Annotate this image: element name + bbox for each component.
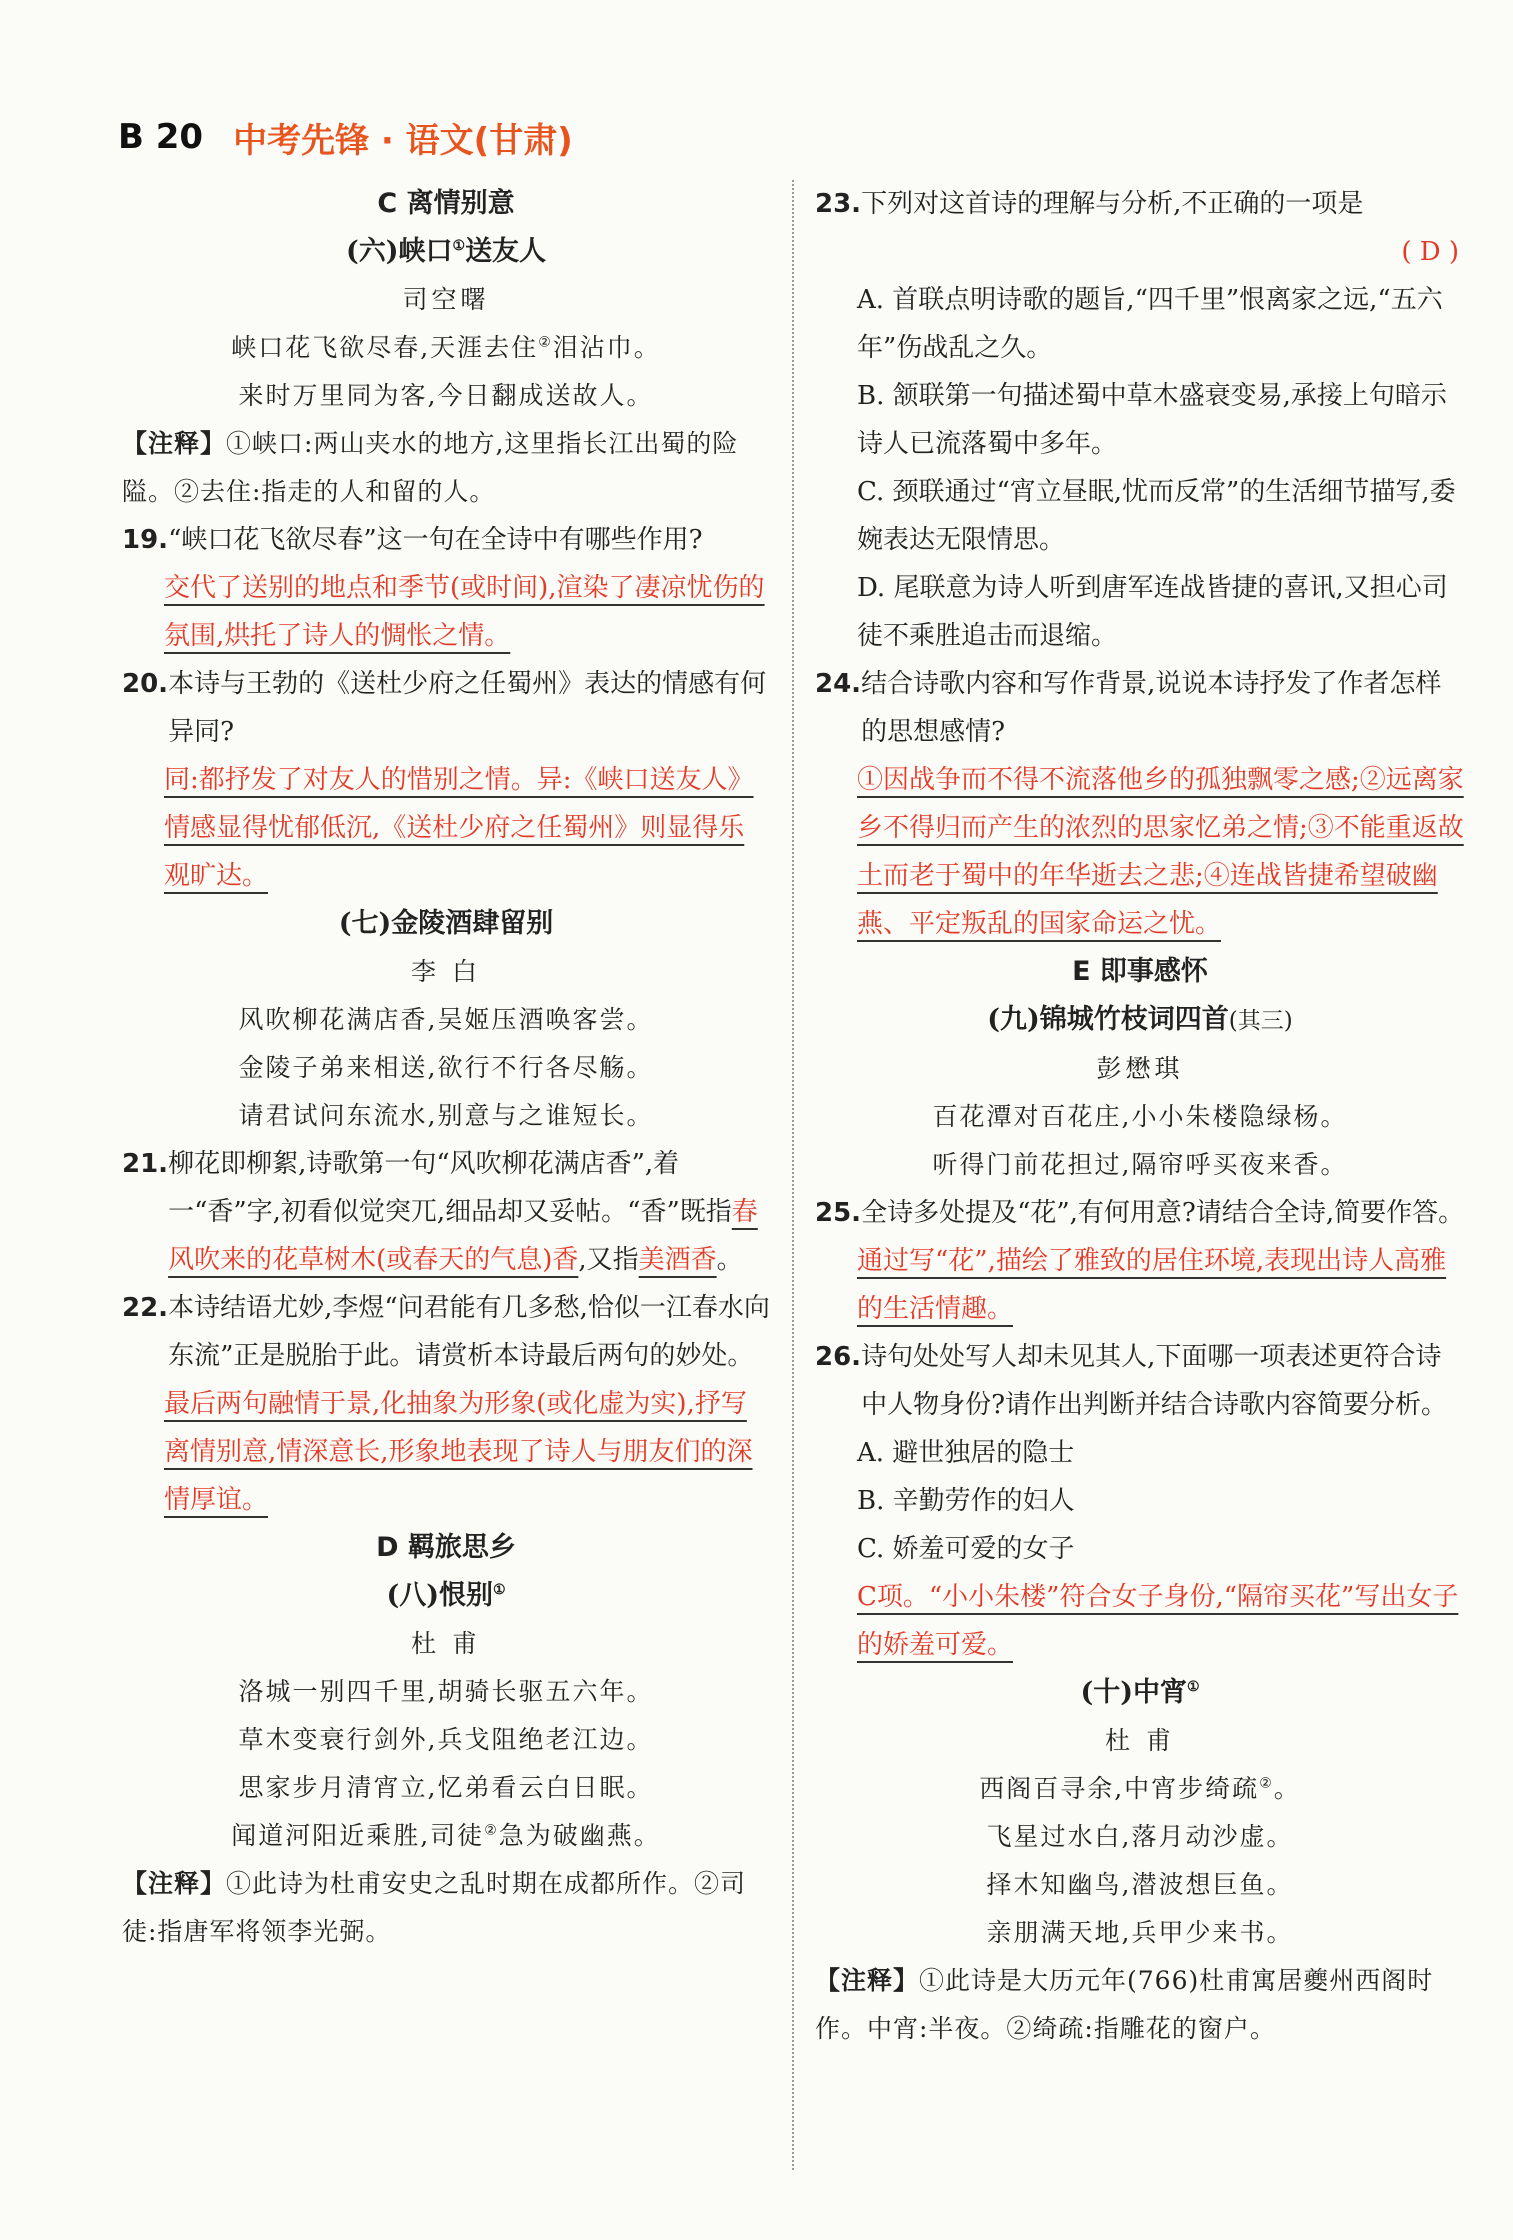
poem-9-line: 百花潭对百花庄,小小朱楼隐绿杨。 — [932, 1102, 1348, 1131]
question-24: 24. 结合诗歌内容和写作背景,说说本诗抒发了作者怎样的思想感情? — [815, 669, 1442, 747]
question-25: 25. 全诗多处提及“花”,有何用意?请结合全诗,简要作答。 — [815, 1198, 1465, 1228]
question-26: 26. 诗句处处写人却未见其人,下面哪一项表述更符合诗中人物身份?请作出判断并结合诗歌内容简要分析。 — [815, 1342, 1448, 1420]
poem-7-line: 金陵子弟来相送,欲行不行各尽觞。 — [238, 1053, 654, 1082]
poem-6-line: 来时万里同为客,今日翻成送故人。 — [238, 381, 654, 410]
poem-6-line: 峡口花飞欲尽春,天涯去住②泪沾巾。 — [231, 333, 661, 362]
question-22: 22. 本诗结语尤妙,李煜“问君能有几多愁,恰似一江春水向东流”正是脱胎于此。请赏析本诗最后两句的妙处。 — [122, 1293, 770, 1371]
poem-8-line: 草木变衰行剑外,兵戈阻绝老江边。 — [238, 1725, 654, 1754]
poem-7-author: 李 白 — [411, 957, 481, 986]
poem-10-line: 亲朋满天地,兵甲少来书。 — [986, 1918, 1294, 1947]
left-column — [122, 180, 770, 1956]
poem-7-line: 风吹柳花满店香,吴姬压酒唤客尝。 — [238, 1005, 654, 1034]
column-divider — [792, 180, 794, 2170]
poem-6-title: (六)峡口①送友人 — [345, 236, 547, 267]
poem-8-line: 洛城一别四千里,胡骑长驱五六年。 — [238, 1677, 654, 1706]
poem-10-note: 【注释】①此诗是大历元年(766)杜甫寓居夔州西阁时作。中宵:半夜。②绮疏:指雕花的窗户。 — [815, 1966, 1434, 2043]
poem-10-line: 西阁百寻余,中宵步绮疏②。 — [979, 1774, 1301, 1803]
poem-9-line: 听得门前花担过,隔帘呼买夜来香。 — [932, 1150, 1348, 1179]
option-a: A. 首联点明诗歌的题旨,“四千里”恨离家之远,“五六年”伤战乱之久。 — [857, 285, 1443, 363]
option-a: A. 避世独居的隐士 — [857, 1438, 1075, 1468]
poem-7-title: (七)金陵酒肆留别 — [338, 908, 554, 939]
answer-23: ( D ) — [1401, 237, 1459, 267]
poem-10-line: 飞星过水白,落月动沙虚。 — [986, 1822, 1294, 1851]
answer-24: ①因战争而不得不流落他乡的孤独飘零之感;②远离家乡不得归而产生的浓烈的思家忆弟之情;③不能重返故土而老于蜀中的年华逝去之悲;④连战皆捷希望破幽燕、平定叛乱的国家命运之忧。 — [857, 765, 1464, 939]
answer-21-blank-2: 美酒香 — [638, 1245, 717, 1275]
book-title: 中考先锋 · 语文(甘肃) — [233, 120, 573, 161]
poem-10-line: 择木知幽鸟,潜波想巨鱼。 — [986, 1870, 1294, 1899]
poem-6-author: 司空曙 — [402, 285, 490, 314]
page-header — [118, 112, 573, 162]
answer-22: 最后两句融情于景,化抽象为形象(或化虚为实),抒写离情别意,情深意长,形象地表现了诗人与朋友们的深情厚谊。 — [164, 1389, 753, 1515]
answer-20: 同:都抒发了对友人的惜别之情。异:《峡口送友人》情感显得忧郁低沉,《送杜少府之任蜀州》则显得乐观旷达。 — [164, 765, 754, 891]
question-21: 21. 柳花即柳絮,诗歌第一句“风吹柳花满店香”,着一“香”字,初看似觉突兀,细品却又妥帖。“香”既指春风吹来的花草树木(或春天的气息)香,又指美酒香。 — [122, 1149, 758, 1275]
right-column — [815, 180, 1465, 2053]
option-c: C. 娇羞可爱的女子 — [857, 1534, 1075, 1564]
poem-7-line: 请君试问东流水,别意与之谁短长。 — [238, 1101, 654, 1130]
section-heading-e: E 即事感怀 — [1072, 956, 1208, 987]
poem-8-author: 杜 甫 — [411, 1629, 481, 1658]
question-23: 23. 下列对这首诗的理解与分析,不正确的一项是 — [815, 189, 1364, 219]
question-19: 19. “峡口花飞欲尽春”这一句在全诗中有哪些作用? — [122, 525, 703, 555]
option-d: D. 尾联意为诗人听到唐军连战皆捷的喜讯,又担心司徒不乘胜追击而退缩。 — [857, 573, 1448, 651]
poem-8-line: 思家步月清宵立,忆弟看云白日眠。 — [238, 1773, 654, 1802]
page-number: B 20 — [118, 117, 204, 157]
poem-9-author: 彭懋琪 — [1096, 1054, 1184, 1083]
question-20: 20. 本诗与王勃的《送杜少府之任蜀州》表达的情感有何异同? — [122, 669, 767, 747]
option-b: B. 颔联第一句描述蜀中草木盛衰变易,承接上句暗示诗人已流落蜀中多年。 — [857, 381, 1447, 459]
poem-9-title: (九)锦城竹枝词四首(其三) — [987, 1004, 1293, 1035]
poem-10-title: (十)中宵① — [1080, 1677, 1200, 1708]
section-heading-d: D 羁旅思乡 — [376, 1532, 516, 1563]
answer-19: 交代了送别的地点和季节(或时间),渲染了凄凉忧伤的氛围,烘托了诗人的惆怅之情。 — [164, 573, 765, 651]
answer-25: 通过写“花”,描绘了雅致的居住环境,表现出诗人高雅的生活情趣。 — [857, 1246, 1447, 1324]
poem-8-note: 【注释】①此诗为杜甫安史之乱时期在成都所作。②司徒:指唐军将领李光弼。 — [122, 1869, 747, 1946]
poem-8-title: (八)恨别① — [386, 1580, 506, 1611]
poem-8-line: 闻道河阳近乘胜,司徒②急为破幽燕。 — [231, 1821, 661, 1850]
answer-26: C项。“小小朱楼”符合女子身份,“隔帘买花”写出女子的娇羞可爱。 — [857, 1582, 1459, 1660]
option-b: B. 辛勤劳作的妇人 — [857, 1486, 1075, 1516]
poem-6-note: 【注释】①峡口:两山夹水的地方,这里指长江出蜀的险隘。②去住:指走的人和留的人。 — [122, 429, 739, 506]
answer-21-blank-1: 春风吹来的花草树木(或春天的气息)香 — [168, 1197, 758, 1275]
poem-10-author: 杜 甫 — [1105, 1726, 1175, 1755]
option-c: C. 颈联通过“宵立昼眠,忧而反常”的生活细节描写,委婉表达无限情思。 — [857, 477, 1456, 555]
section-heading-c: C 离情别意 — [377, 188, 515, 219]
